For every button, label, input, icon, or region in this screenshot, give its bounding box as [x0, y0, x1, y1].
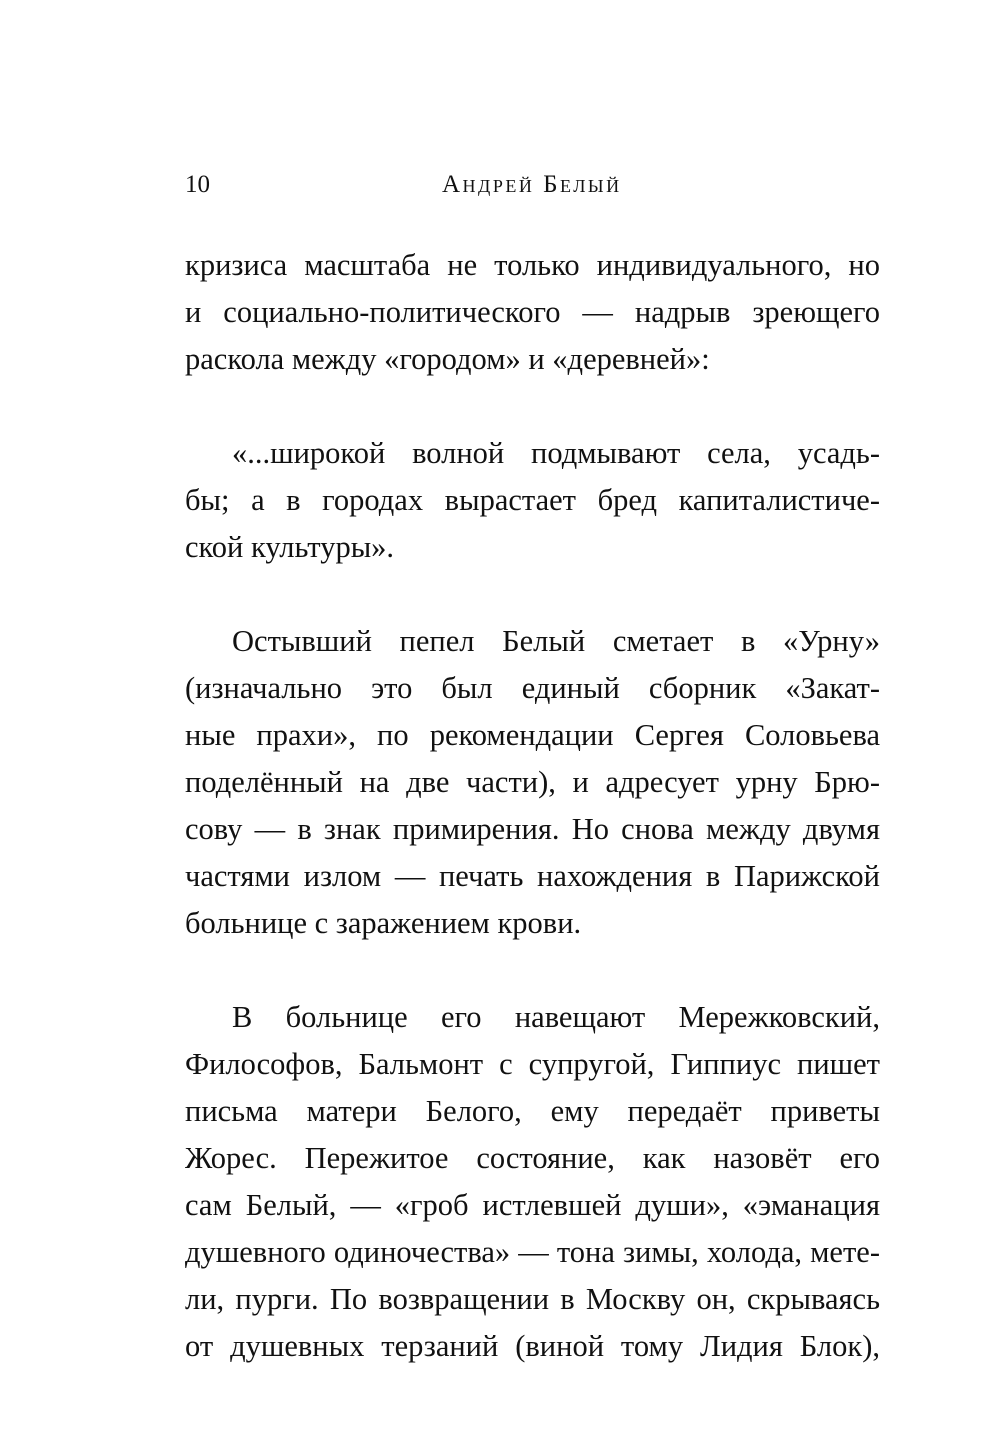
text-line: больнице с заражением крови.: [185, 906, 582, 940]
text-line: ской культуры».: [185, 530, 395, 564]
text-line: от душевных терзаний (виной тому Лидия Блок),: [185, 1329, 880, 1363]
text-line: и социально-политического — надрыв зреющего: [185, 295, 880, 329]
running-title: Андрей Белый: [442, 171, 622, 198]
text-line: Жорес. Пережитое состояние, как назовёт его: [185, 1141, 880, 1175]
paragraph-1: [185, 242, 880, 383]
body-text: [185, 242, 880, 1370]
page-number: 10: [185, 171, 210, 198]
paragraph-4: [185, 994, 880, 1370]
paragraph-3: [185, 618, 880, 947]
text-line: кризиса масштаба не только индивидуального, но: [185, 248, 880, 282]
text-line: сову — в знак примирения. Но снова между двумя: [185, 812, 880, 846]
text-line: ные прахи», по рекомендации Сергея Соловьева: [185, 718, 880, 752]
text-line: поделённый на две части), и адресует урну Брю-: [185, 765, 880, 799]
text-line: раскола между «городом» и «деревней»:: [185, 342, 710, 376]
text-line: «...широкой волной подмывают села, усадь-: [232, 436, 880, 470]
text-line: В больнице его навещают Мережковский,: [232, 1000, 880, 1034]
paragraph-gap: [185, 571, 880, 618]
text-line: бы; а в городах вырастает бред капиталистиче-: [185, 483, 880, 517]
paragraph-gap: [185, 947, 880, 994]
text-line: частями излом — печать нахождения в Парижской: [185, 859, 880, 893]
text-line: сам Белый, — «гроб истлевшей души», «эманация: [185, 1188, 880, 1222]
text-line: (изначально это был единый сборник «Закат-: [185, 671, 880, 705]
text-line: Философов, Бальмонт с супругой, Гиппиус пишет: [185, 1047, 880, 1081]
text-line: Остывший пепел Белый сметает в «Урну»: [232, 624, 880, 658]
running-head: [185, 170, 880, 200]
text-line: душевного одиночества» — тона зимы, холода, мете-: [185, 1235, 880, 1269]
text-line: ли, пурги. По возвращении в Москву он, скрываясь: [185, 1282, 880, 1316]
paragraph-gap: [185, 383, 880, 430]
quote-paragraph: [185, 430, 880, 571]
text-line: письма матери Белого, ему передаёт приветы: [185, 1094, 880, 1128]
